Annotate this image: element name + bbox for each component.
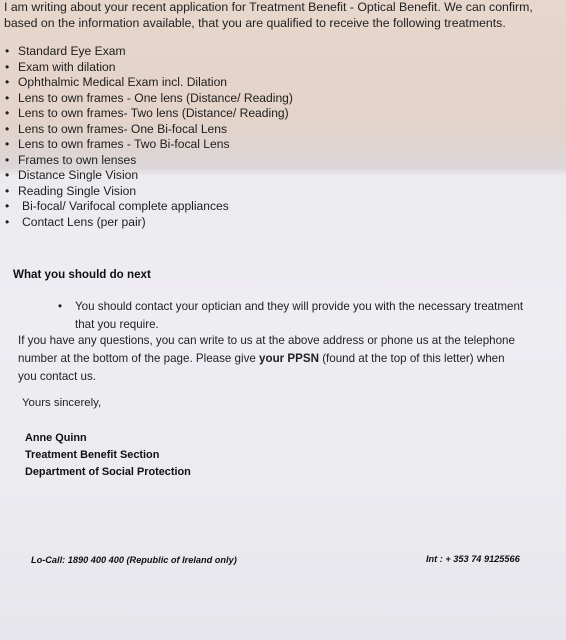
treatment-item: • Standard Eye Exam (5, 44, 325, 60)
signature-block (25, 430, 191, 481)
bullet-icon: • (58, 300, 63, 313)
treatment-item: • Reading Single Vision (5, 184, 325, 200)
treatment-item: • Bi-focal/ Varifocal complete appliances (5, 199, 325, 215)
signatory-name: Anne Quinn (25, 432, 87, 444)
treatment-item: • Exam with dilation (5, 60, 325, 76)
closing-salutation: Yours sincerely, (22, 397, 102, 409)
intro-paragraph: I am writing about your recent application for Treatment Benefit - Optical Benefit. We can confirm, based on the information available, that you are qualified to receive the following treatments. (4, 0, 533, 30)
treatment-item: • Lens to own frames - Two Bi-focal Lens (5, 137, 325, 153)
international-number: Int : + 353 74 9125566 (426, 554, 520, 564)
next-steps-item (58, 298, 528, 334)
treatment-item: • Distance Single Vision (5, 168, 325, 184)
treatment-item: • Contact Lens (per pair) (5, 215, 325, 231)
treatment-item: • Lens to own frames - One lens (Distance/ Reading) (5, 91, 325, 107)
questions-paragraph (18, 332, 526, 386)
locall-number: Lo-Call: 1890 400 400 (Republic of Ireland only) (31, 555, 237, 565)
signatory-department: Department of Social Protection (25, 466, 191, 478)
next-steps-heading: What you should do next (13, 268, 151, 281)
signatory-section: Treatment Benefit Section (25, 449, 160, 461)
next-steps-text: You should contact your optician and they will provide you with the necessary treatment that you require. (75, 300, 524, 331)
questions-text: If you have any questions, you can write to us at the above address or phone us at the telephone number at the bottom of the page. Please give (18, 334, 515, 365)
treatment-item: • Lens to own frames- Two lens (Distance/ Reading) (5, 106, 325, 122)
ppsn-emphasis: your PPSN (259, 352, 319, 365)
questions-text-end: (found at the top of this letter) when you contact us. (18, 352, 505, 383)
treatment-list (5, 44, 325, 231)
treatment-item: • Ophthalmic Medical Exam incl. Dilation (5, 75, 325, 91)
treatment-item: • Frames to own lenses (5, 153, 325, 169)
treatment-item: • Lens to own frames- One Bi-focal Lens (5, 122, 325, 138)
